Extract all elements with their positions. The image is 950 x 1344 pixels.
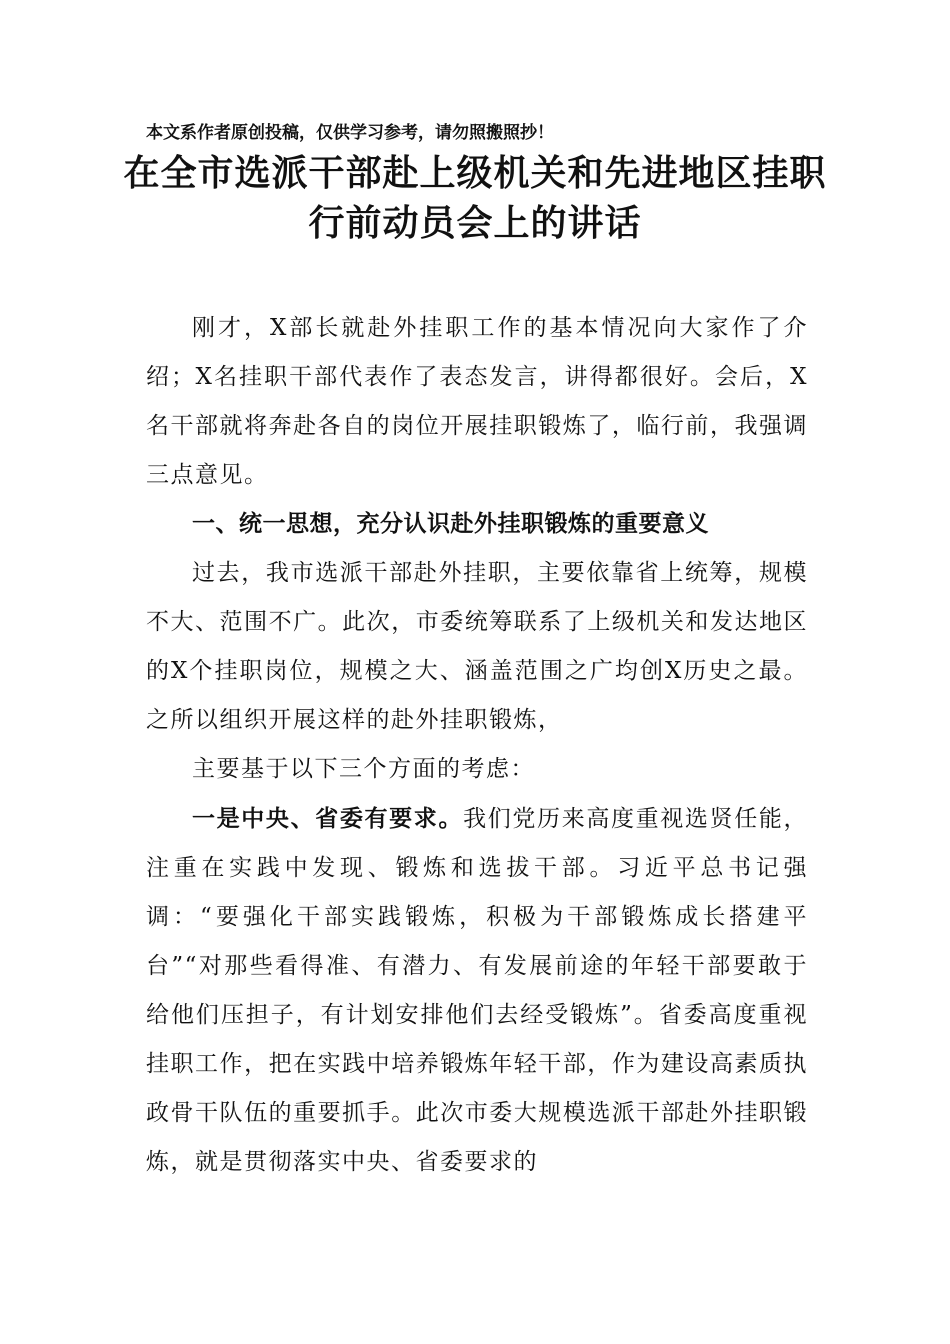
document-body — [146, 304, 808, 1187]
paragraph-background: 过去，我市选派干部赴外挂职，主要依靠省上统筹，规模不大、范围不广。此次，市委统筹联系了上级机关和发达地区的X个挂职岗位，规模之大、涵盖范围之广均创X历史之最。之所以组织开展这样的赴外挂职锻炼， — [146, 560, 808, 733]
point-one-lead: 一是中央、省委有要求。 — [192, 805, 464, 832]
paragraph-intro: 刚才，X部长就赴外挂职工作的基本情况向大家作了介绍；X名挂职干部代表作了表态发言，讲得都很好。会后，X名干部就将奔赴各自的岗位开展挂职锻炼了，临行前，我强调三点意见。 — [146, 315, 808, 488]
document-title: 在全市选派干部赴上级机关和先进地区挂职行前动员会上的讲话 — [123, 152, 827, 244]
point-one-text: 我们党历来高度重视选贤任能，注重在实践中发现、锻炼和选拔干部。习近平总书记强调：“要强化干部实践锻炼，积极为干部锻炼成长搭建平台”“对那些看得准、有潜力、有发展前途的年轻干部要敢于给他们压担子，有计划安排他们去经受锻炼”。省委高度重视挂职工作，把在实践中培养锻炼年轻干部，作为建设高素质执政骨干队伍的重要抓手。此次市委大规模选派干部赴外挂职锻炼，就是贯彻落实中央、省委要求的 — [146, 806, 809, 1175]
copyright-notice: 本文系作者原创投稿，仅供学习参考，请勿照搬照抄！ — [146, 123, 554, 143]
section-heading-1: 一、统一思想，充分认识赴外挂职锻炼的重要意义 — [192, 511, 709, 537]
paragraph-point-one — [146, 794, 808, 1187]
paragraph-considerations: 主要基于以下三个方面的考虑： — [192, 756, 535, 782]
